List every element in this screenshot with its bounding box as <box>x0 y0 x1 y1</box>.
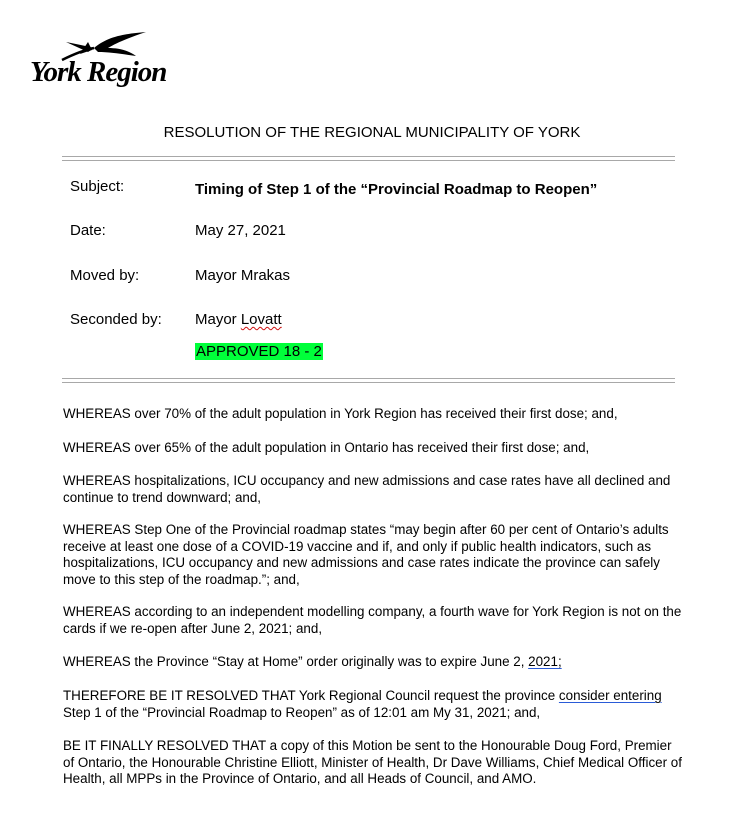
top-divider <box>62 156 675 161</box>
paragraph-6 <box>63 654 683 671</box>
paragraph-1: WHEREAS over 70% of the adult population in York Region has received their first dose; and, <box>63 406 618 421</box>
paragraph-7-text-a: THEREFORE BE IT RESOLVED THAT York Regional Council request the province <box>63 688 559 703</box>
paragraph-2: WHEREAS over 65% of the adult population in Ontario has received their first dose; and, <box>63 440 590 455</box>
paragraph-8: BE IT FINALLY RESOLVED THAT a copy of this Motion be sent to the Honourable Doug Ford, Premier of Ontario, the Honourable Christine Elliott, Minister of Health, Dr Dave Williams, Chief Medical Officer of Health, all MPPs in the Province of Ontario, and all Heads of Council, and AMO. <box>63 738 682 786</box>
seconded-by-value <box>195 311 282 328</box>
approved-highlight: APPROVED 18 - 2 <box>196 343 322 360</box>
paragraph-5: WHEREAS according to an independent modelling company, a fourth wave for York Region is not on the cards if we re-open after June 2, 2021; and, <box>63 604 682 636</box>
resolution-title: RESOLUTION OF THE REGIONAL MUNICIPALITY OF YORK <box>163 124 581 141</box>
moved-by-label: Moved by: <box>70 267 140 284</box>
paragraph-4: WHEREAS Step One of the Provincial roadmap states “may begin after 60 per cent of Ontario’s adults receive at least one dose of a COVID-19 vaccine and if, and only if public health indicators, such as hospitalizations, ICU occupancy and new admissions and case rates indicate the province can safely move to this step of the roadmap.”; and, <box>63 522 669 587</box>
paragraph-6-text: WHEREAS the Province “Stay at Home” order originally was to expire June 2, <box>63 654 529 669</box>
approval-status <box>195 343 323 360</box>
date-value: May 27, 2021 <box>195 222 286 239</box>
paragraph-3: WHEREAS hospitalizations, ICU occupancy and new admissions and case rates have all declined and continue to trend downward; and, <box>63 473 671 505</box>
grammar-flag-consider-entering: consider entering <box>558 688 662 703</box>
moved-by-value: Mayor Mrakas <box>195 267 291 284</box>
bottom-divider <box>62 378 675 383</box>
paragraph-7-text-b: Step 1 of the “Provincial Roadmap to Reopen” as of 12:01 am My 31, 2021; and, <box>63 704 541 720</box>
seconded-prefix: Mayor <box>195 311 241 328</box>
seconded-by-label: Seconded by: <box>70 311 162 328</box>
paragraph-7 <box>63 688 683 721</box>
grammar-flag-date: 2021; <box>528 654 562 669</box>
date-label: Date: <box>70 222 106 239</box>
seconded-name: Lovatt <box>240 311 282 328</box>
logo-text: York Region <box>30 56 167 88</box>
subject-value: Timing of Step 1 of the “Provincial Roadmap to Reopen” <box>195 181 598 198</box>
york-region-logo <box>30 30 190 96</box>
subject-label: Subject: <box>70 178 125 195</box>
